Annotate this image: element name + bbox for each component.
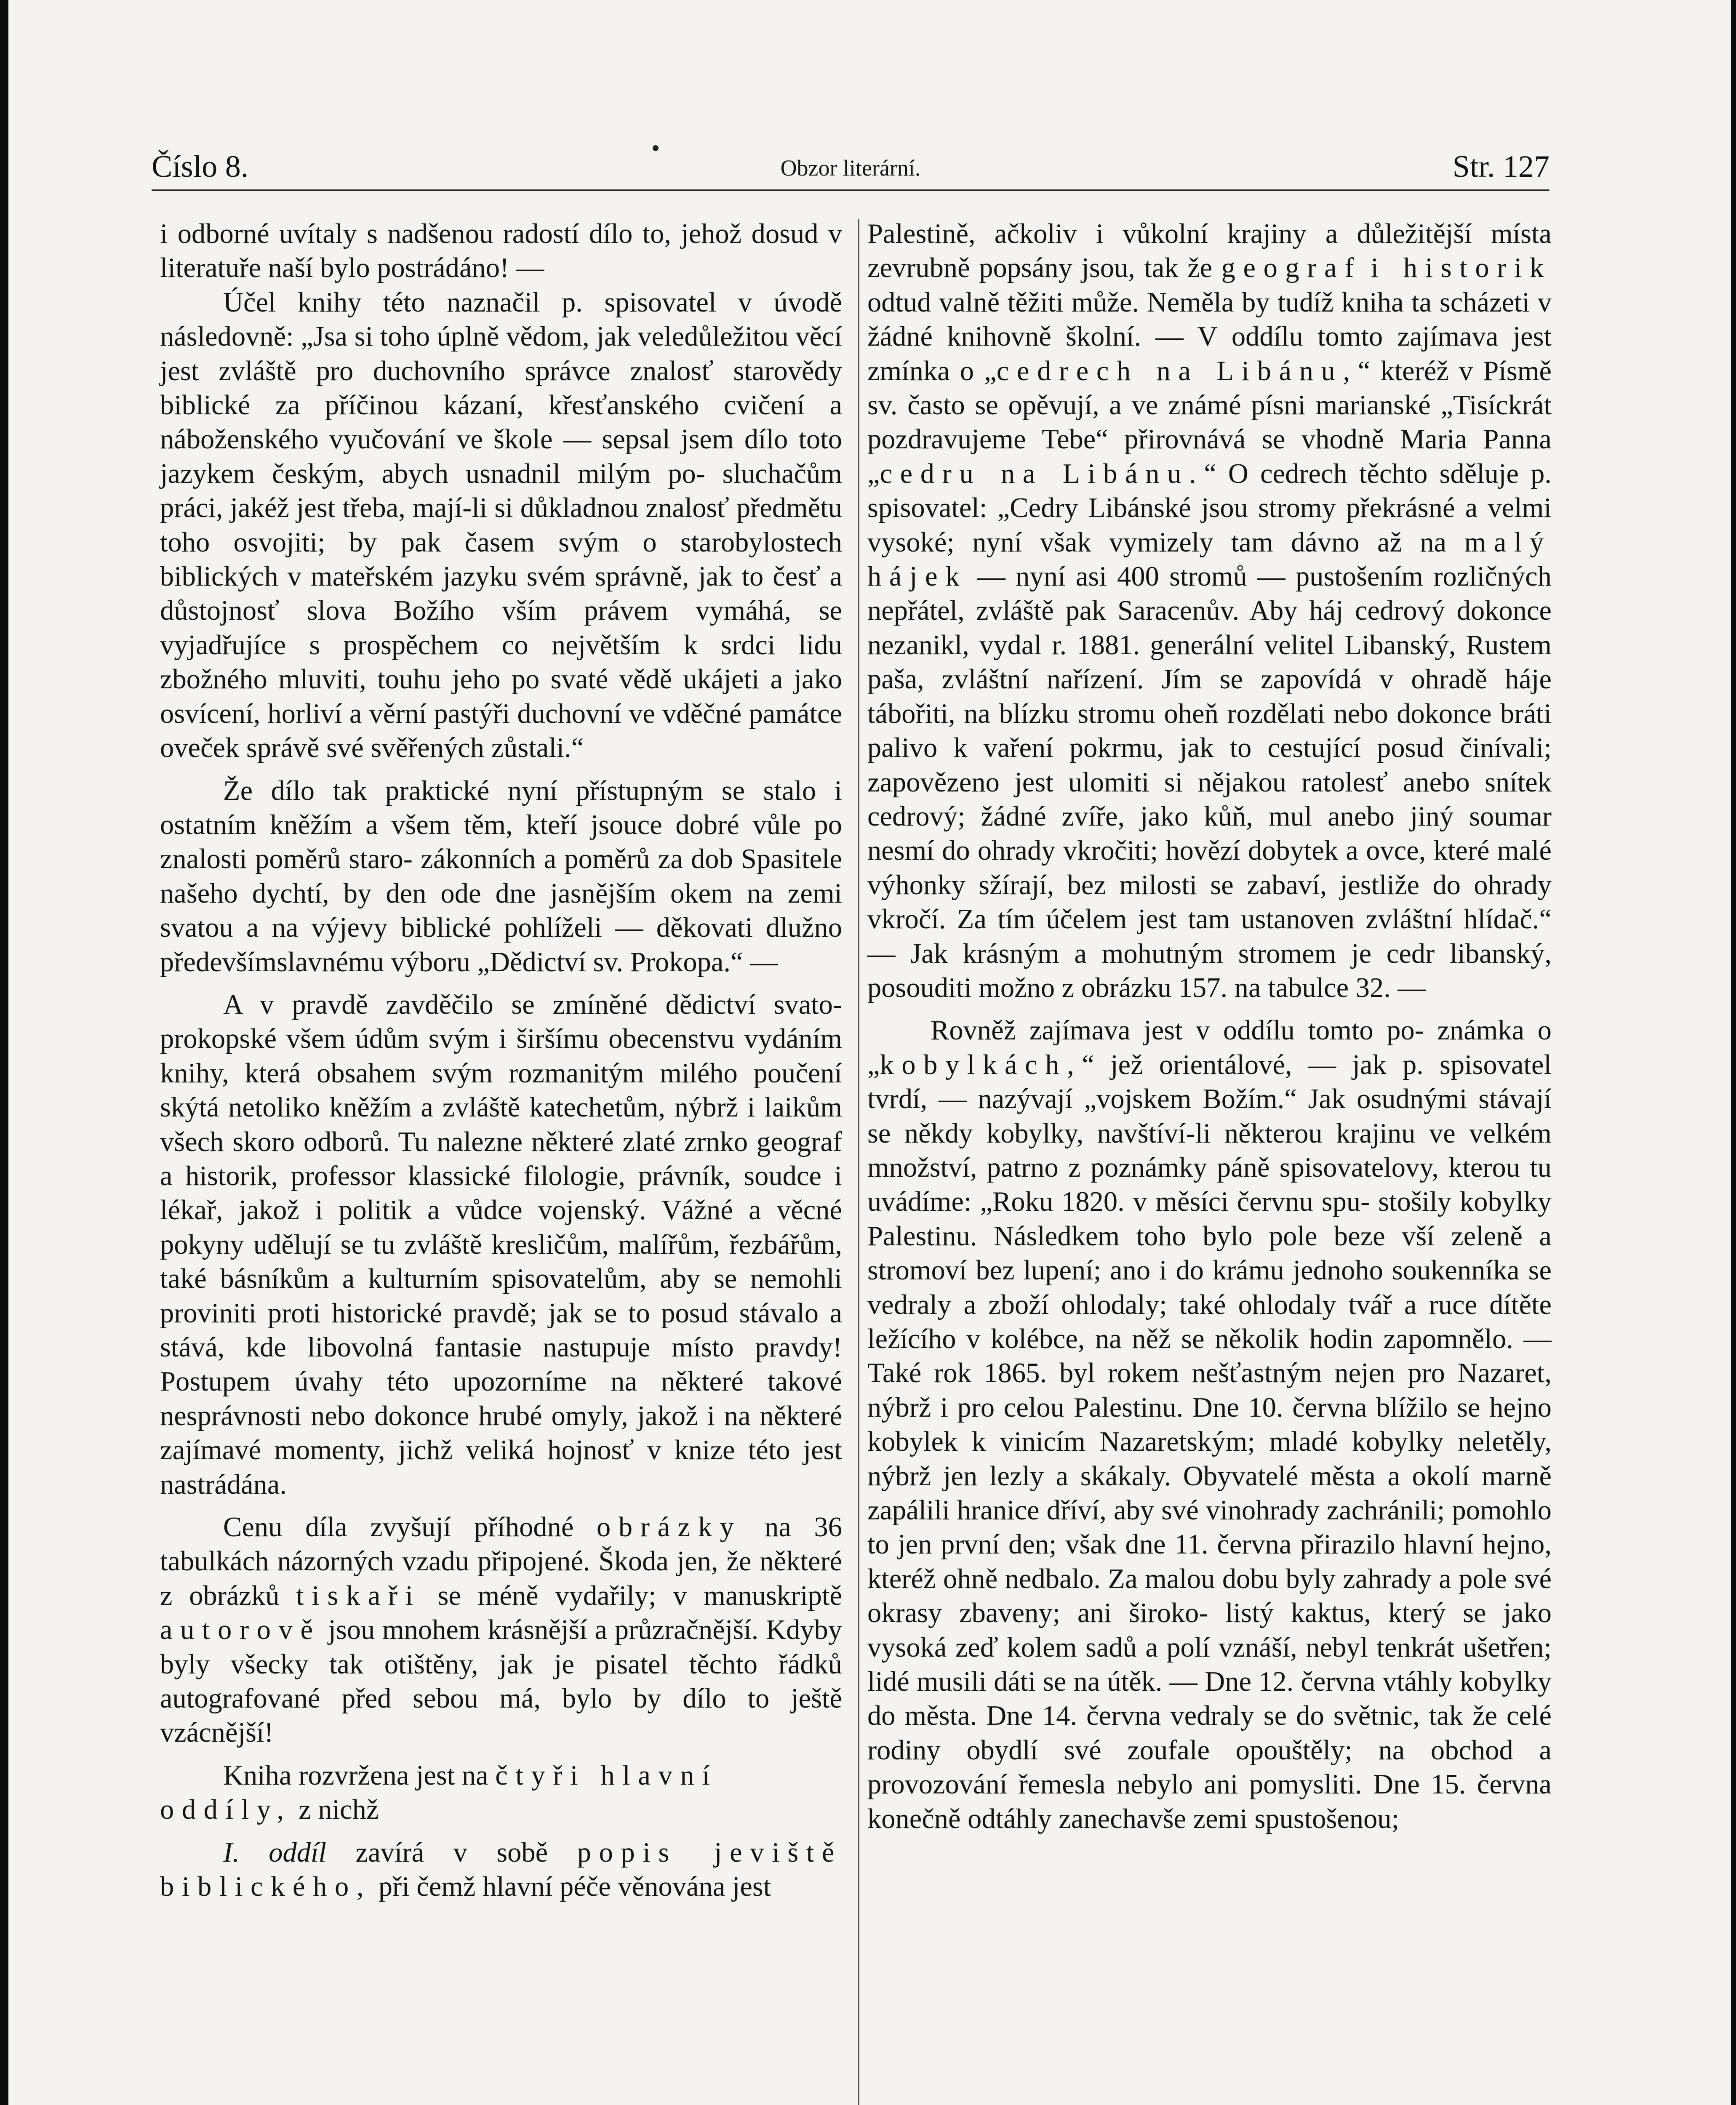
text-line: “ jež orientálové, — [1082,1049,1336,1080]
text-line: Škoda jen, že některé z obrázků [160,1546,842,1611]
text-line: v úvodě následovně: „Jsa si toho úplně vědom, [160,287,842,352]
text-line: a zboží ohlodaly; také ohlodaly tvář a ruce [963,1289,1477,1320]
spaced-emphasis: biblického, [160,1871,372,1902]
text-line: hodin zapomnělo. — Také rok 1865. byl rokem [867,1324,1552,1389]
text-line: A v pravdě zavděčilo se zmíněné dědictví [223,989,756,1020]
text-line: a zvláště katechetům, nýbrž i laikům všech skoro [160,1092,842,1157]
text-line: ustanoven zvláštní hlídač.“ — Jak krásným a [867,904,1552,969]
text-line: a stává, kde libovolná fantasie nastupuje místo [160,1298,843,1363]
text-line: svato-prokopské všem údům svým i širšímu [160,989,843,1055]
text-line: kteréž ohně nedbalo. Za malou dobu byly [867,1563,1336,1594]
text-line: jazykem českým, abych usnadnil milým po- [160,458,705,489]
text-line: řemesla nebylo ani pomysliti. Dne 15. června [1018,1769,1552,1800]
paragraph [867,1013,1552,1836]
text-line: autografované před sebou má, bylo by dílo to [160,1683,770,1714]
text-line: ukájeti a jako osvícení, horliví a věrní pastýři [160,664,843,729]
text-line: ještě vzácnější! [160,1683,843,1748]
text-line: lidé musili dáti se na útěk. — Dne 12. června [867,1666,1376,1697]
text-line: školní. — V oddílu tomto zajímava jest zmínka [867,321,1552,386]
spaced-emphasis: cedru na Libánu. [880,458,1204,489]
scan-edge-left [0,0,8,2105]
spaced-emphasis: obrázky [597,1512,742,1543]
text-line: často se opěvují, a ve známé písni marianské [907,390,1431,421]
text-line: obecenstvu vydáním knihy, která obsahem svým [160,1023,842,1089]
text-line: zákonních a poměrů za dob Spasitele našeho [160,844,843,909]
text-line: nastrádána. [160,1469,287,1500]
page-number: Str. 127 [1452,149,1549,184]
text-line: generální velitel Libanský, Rustem paša, zvláštní [867,629,1552,695]
text-line: Palestinu. Dne 10. června blížilo se hejno [1073,1392,1552,1423]
paragraph [160,1836,842,1904]
text-line: a důstojnosť slova Božího vším právem vymáhá, [160,561,842,626]
text-line: důkladnou znalosť předmětu toho osvojiti; by [160,493,842,558]
spaced-emphasis: tiskaři [296,1580,421,1611]
text-line: Že dílo tak praktické nyní přístupným se [223,775,745,806]
paragraph [160,1510,842,1750]
text-line: ano i do krámu jednoho soukenníka se vedraly [867,1255,1552,1320]
text-line: O cedrech těchto sděluje p. spisovatel: „Cedry [867,458,1552,524]
text-line: Rovněž zajímava jest v oddílu tomto po- [931,1015,1424,1046]
text-line: proti historické pravdě; jak se to posud stávalo [267,1298,819,1329]
text-line: posud činívali; zapovězeno jest ulomiti si nějakou [867,733,1552,798]
text-line: svěřených zůstali.“ [371,733,584,764]
text-line: duchovní ve vděčné památce oveček správě své [160,698,842,764]
text-line: by tudíž kniha ta scházeti v žádné knihovně [867,287,1552,352]
text-line: ratolesť anebo snítek cedrový; žádné zvíře, jako [867,767,1552,832]
text-line: Božím.“ Jak osudnými stávají se někdy kobylky, [867,1084,1552,1149]
text-line: do ohrady vkročí. Za tím účelem jest tam [867,869,1552,935]
text-line: jak p. spisovatel tvrdí, — nazývají „vojskem [867,1049,1552,1115]
text-line: při čemž hlavní péče věnována jest [378,1871,771,1902]
text-line: jsou [328,1615,375,1646]
text-line: Cenu díla zvyšují příhodné [223,1512,574,1543]
text-line: v mateřském jazyku svém správně, jak to česť [287,561,821,592]
text-line: se [437,1580,461,1611]
text-line: „Dědictví sv. Prokopa.“ — [477,946,778,978]
text-line: kůň, mul anebo jiný soumar nesmí do ohrady [867,801,1552,866]
text-line: své zoufale opouštěly; na obchod a provozování [867,1735,1552,1800]
right-column [867,217,1552,1836]
left-column [160,217,842,1904]
text-line: stošily kobylky Palestinu. Následkem toho bylo [867,1186,1552,1252]
text-line: známka o „ [867,1015,1552,1080]
text-line: možno z obrázku 157. na tabulce 32. — [979,972,1426,1003]
spaced-emphasis: malý [1464,527,1552,558]
text-line: zavírá v sobě [355,1837,548,1868]
text-line: “ [1204,458,1216,489]
text-line: své vinohrady zachránili; pomohlo to jen první [867,1495,1552,1560]
text-line: historik, professor klassické filologie, právník, [185,1160,731,1191]
scan-edge-right [1731,0,1736,2105]
text-line: kresličům, malířům, řezbářům, také básníkům a [160,1229,842,1295]
text-line: momenty, jichž veliká hojnosť v knize této jest [274,1435,843,1466]
section-label: I. oddíl [223,1837,327,1868]
text-line: „Tisíckrát pozdravujeme Tebe“ přirovnává se [867,390,1552,455]
text-line: den; však dne 11. června přirazilo hlavní hejno, [1008,1529,1552,1560]
paragraph [160,285,842,765]
text-line: pole beze vší zeleně a stromoví bez lupení; [867,1220,1552,1286]
text-line: vkročiti; hovězí dobytek a ovce, které malé [1063,835,1552,866]
text-line: vhodně Maria Panna „ [867,424,1552,489]
text-line: kulturním spisovatelům, aby se nemohli proviniti [160,1263,842,1329]
text-line: Účel knihy této naznačil p. spisovatel [223,287,717,318]
text-line: uvádíme: „Roku 1820. v měsíci červnu spu- [867,1186,1370,1218]
text-line: neletěly, nýbrž jen lezly a skákaly. Obyvatelé [867,1426,1552,1492]
text-line: Libánské jsou stromy překrásné a velmi vysoké; [867,493,1552,558]
text-line: vedraly se do světnic, tak že celé rodiny obydlí [867,1700,1552,1766]
text-line: pak časem svým o starobylostech biblických [160,527,843,592]
text-line: konečně odtáhly zanechavše zemi spustošenou; [867,1803,1400,1834]
text-line: kobylek k vinicím Nazaretským; mladé kobylky [867,1426,1444,1458]
paragraph [160,1759,842,1827]
spaced-emphasis: čtyři hlavní [495,1760,718,1791]
text-line: — nyní asi 400 stromů — pustošením [977,561,1424,592]
text-line: Vážné a věcné pokyny udělují se tu zvláště [160,1195,842,1260]
text-line: lidu zbožného mluviti, touhu jeho po svaté vědě [160,629,842,695]
paragraph [160,774,842,979]
text-line: z nichž [299,1794,379,1825]
journal-title: Obzor literární. [780,155,921,181]
spaced-emphasis: popis jeviště [577,1837,842,1868]
text-line: mohutným stromem je cedr libanský, posouditi [867,938,1552,1003]
text-line: zahrady a pole své okrasy zbaveny; ani široko- [867,1563,1552,1629]
text-line: rozmanitým milého poučení skýtá netoliko kněžím [160,1058,843,1123]
text-line: všecky tak otištěny, jak je pisatel těchto řádků [230,1649,843,1680]
text-line: listý kaktus, který se jako vysoká zeď kolem [867,1598,1552,1663]
text-line: dítěte ležícího v kolébce, na něž se několik [867,1289,1552,1354]
text-line: bráti palivo k vaření pokrmu, jak to cestující [867,698,1552,764]
text-line: nařízení. Jím se zapovídá v ohradě háje tábořiti, [867,664,1552,729]
text-line: i odborné uvítaly s nadšenou radostí dílo to, [160,218,671,249]
spaced-emphasis: kobylkách, [880,1049,1082,1080]
text-line: zemi svatou a na výjevy biblické pohlíželi — [160,878,843,943]
text-line: jehož dosud v literatuře naší bylo postrádáno! — [160,218,843,284]
text-line: jsouce dobré vůle po znalosti poměrů staro- [160,809,843,875]
text-line: sluchačům práci, jakéž jest třeba, mají-li si [160,458,842,524]
text-line: děkovati dlužno předevšímslavnému výboru [160,912,842,978]
text-line: nešťastným nejen pro Nazaret, nýbrž i pro celou [867,1358,1552,1423]
text-line: na 36 tabulkách názorných vzadu připojené. [160,1512,843,1577]
text-line: kázaní, křesťanského cvičení a náboženského [160,390,843,455]
text-line: vtáhly kobylky do města. Dne 14. června [867,1666,1552,1732]
text-line: méně vydařily; v manuskriptě [477,1580,842,1611]
ink-speck [653,145,659,151]
text-line: “ kteréž v Písmě sv. [867,355,1552,421]
spaced-emphasis: oddíly, [160,1794,292,1825]
spaced-emphasis: autorově [160,1615,321,1646]
text-line: o „ [960,355,997,386]
spaced-emphasis: i historik [1371,253,1552,284]
column-divider [858,219,859,2105]
text-line: patrno z poznámky páně spisovatelovy, kterou tu [987,1152,1552,1183]
text-line: navštíví-li některou krajinu ve velkém množství, [867,1118,1552,1183]
running-header [152,139,1549,191]
issue-number: Číslo 8. [152,149,249,184]
text-line: odborů. Tu nalezne některé zlaté zrnko geograf a [160,1126,843,1191]
text-line: odtud valně těžiti může. Neměla [867,287,1234,318]
text-line: stalo i ostatním kněžím a všem těm, kteří [160,775,842,840]
text-line: soudce i lékař, jakož i politik a vůdce vojenský. [160,1160,843,1226]
text-line: Kniha rozvržena jest na [223,1760,488,1791]
paragraph [867,217,1552,1005]
text-line: rozličných nepřátel, zvláště pak Saracenův. Aby [867,561,1552,626]
text-line: některé takové nesprávnosti nebo dokonce [160,1366,842,1431]
text-line: správce znalosť starovědy biblické za příčinou [160,355,843,421]
text-line: nyní však vymizely tam dávno až na [972,527,1447,558]
text-line: Palestině, ačkoliv i vůkolní krajiny a důležitější [867,218,1472,249]
spaced-emphasis: cedrech na Libánu, [996,355,1358,386]
text-line: vyučování ve škole — sepsal jsem dílo toto [329,424,842,455]
text-line: mnohem krásnější a průzračnější. Kdyby byly [160,1615,842,1680]
text-line: se vyjadřujíce s prospěchem co největším k srdci [160,595,842,661]
text-line: výhonky sžírají, bez milosti se zabaví, jestliže [867,869,1420,901]
text-line: města a okolí marně zapálili hranice dříví, aby [867,1460,1552,1526]
text-line: hrubé omyly, jakož i na některé zajímavé [160,1400,843,1466]
paragraph [160,217,842,285]
text-line: místa zevrubně popsány jsou, tak že [867,218,1552,284]
text-line: háj cedrový dokonce nezanikl, vydal r. 1881. [867,595,1552,661]
text-line: pravdy! Postupem úvahy této upozorníme na [160,1332,842,1397]
text-line: jak veledůležitou věcí jest zvláště pro duchovního [160,321,843,386]
text-line: sadů a polí vznáší, nebyl tenkrát ušetřen; [1085,1632,1552,1663]
paragraph [160,988,842,1502]
text-line: na blízku stromu oheň rozdělati nebo dokonce [964,698,1492,729]
spaced-emphasis: geograf [1221,253,1362,284]
text-line: dychtí, by den ode dne jasnějším okem na [252,878,773,909]
spaced-emphasis: hájek [867,561,968,592]
